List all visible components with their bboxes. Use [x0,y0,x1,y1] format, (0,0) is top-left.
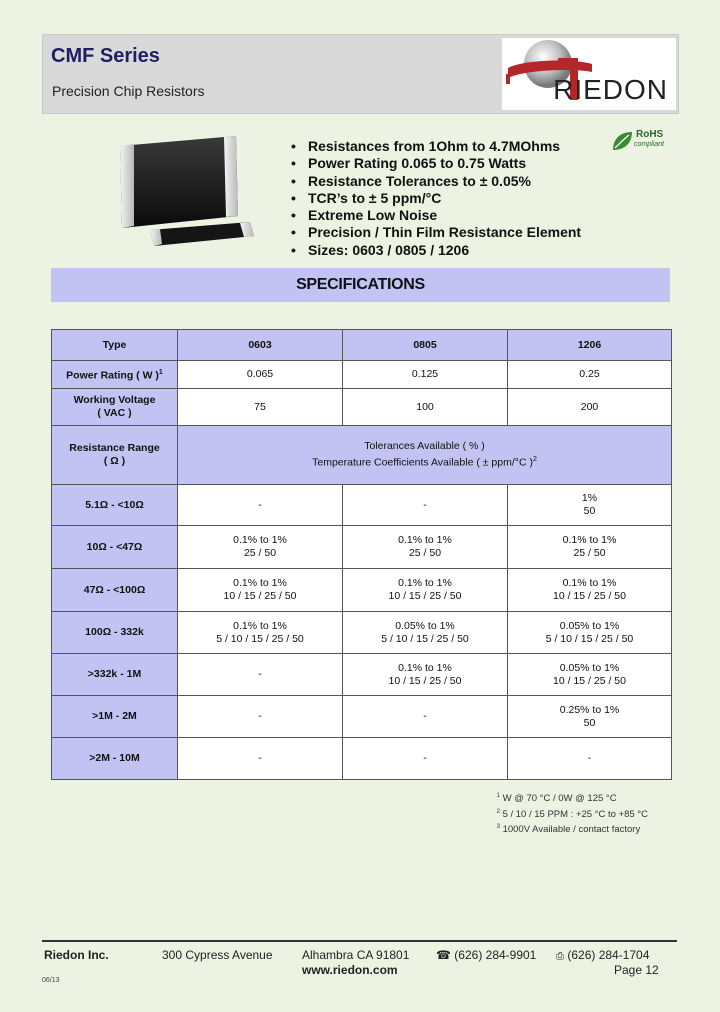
chip-resistor-image [116,132,258,250]
table-cell: 0.065 [178,361,343,389]
footer-divider [42,940,677,942]
table-row [52,654,672,696]
table-cell: 0.1% to 1% 5 / 10 / 15 / 25 / 50 [178,612,343,654]
range-label: >332k - 1M [52,654,178,696]
table-row [52,696,672,738]
rohs-label: RoHS [636,129,664,140]
specifications-table [51,329,672,780]
feature-item: • Precision / Thin Film Resistance Element [291,224,582,241]
table-cell: 0.05% to 1% 10 / 15 / 25 / 50 [508,654,672,696]
logo-wordmark: RIEDON [553,74,668,105]
rohs-sub: compliant [634,141,664,148]
rohs-badge [610,128,672,154]
feature-item: • Extreme Low Noise [291,207,438,224]
page-title: CMF Series [51,45,160,67]
table-cell: - [178,696,343,738]
feature-item: • Power Rating 0.065 to 0.75 Watts [291,155,527,172]
table-cell: 0.1% to 1% 10 / 15 / 25 / 50 [178,569,343,612]
table-cell: 1% 50 [508,485,672,526]
leaf-icon [610,129,634,153]
header-banner [42,34,679,114]
table-row [52,330,672,361]
specifications-heading: SPECIFICATIONS [51,268,670,302]
table-cell: 0.1% to 1% 10 / 15 / 25 / 50 [343,569,508,612]
fax-icon: ⎙ [556,951,564,962]
range-label: >2M - 10M [52,738,178,780]
table-row [52,569,672,612]
table-cell: 0.25 [508,361,672,389]
table-row [52,738,672,780]
feature-item: • Sizes: 0603 / 0805 / 1206 [291,241,470,258]
power-rating-label: Power Rating ( W )$^1$ [52,361,178,389]
footnotes [497,790,648,837]
table-cell: - [343,738,508,780]
working-voltage-label: Working Voltage ( VAC ) [52,389,178,426]
footer-address: 300 Cypress Avenue [162,948,273,962]
table-row [52,361,672,389]
table-cell: - [508,738,672,780]
table-cell: 0.1% to 1% 25 / 50 [508,526,672,569]
footer-company: Riedon Inc. [44,948,109,962]
range-label: 5.1Ω - <10Ω [52,485,178,526]
feature-list [291,138,581,259]
size-header: 0805 [343,330,508,361]
footer-website[interactable]: www.riedon.com [302,963,398,977]
feature-item: • Resistance Tolerances to ± 0.05% [291,172,531,189]
page-subtitle: Precision Chip Resistors [52,83,205,99]
table-cell: 200 [508,389,672,426]
table-cell: 0.1% to 1% 25 / 50 [343,526,508,569]
table-cell: 0.1% to 1% 25 / 50 [178,526,343,569]
footer-phone: ☎ (626) 284-9901 [436,948,537,962]
doc-code: 06/13 [42,977,60,984]
table-cell: 0.05% to 1% 5 / 10 / 15 / 25 / 50 [508,612,672,654]
table-cell: 0.05% to 1% 5 / 10 / 15 / 25 / 50 [343,612,508,654]
footer-page: Page 12 [614,963,659,977]
footer-city: Alhambra CA 91801 [302,948,410,962]
resistance-range-label: Resistance Range ( Ω ) [52,426,178,485]
feature-item: • TCR’s to ± 5 ppm/°C [291,189,442,206]
range-label: 10Ω - <47Ω [52,526,178,569]
footnote: $^3$ 1000V Available / contact factory [496,824,641,836]
table-cell: - [343,485,508,526]
range-label: 100Ω - 332k [52,612,178,654]
size-header: 0603 [178,330,343,361]
table-cell: - [178,738,343,780]
table-cell: 0.25% to 1% 50 [508,696,672,738]
table-cell: - [178,654,343,696]
range-label: >1M - 2M [52,696,178,738]
table-row [52,485,672,526]
table-row [52,426,672,485]
table-row [52,612,672,654]
table-cell: 0.125 [343,361,508,389]
table-cell: 0.1% to 1% 10 / 15 / 25 / 50 [508,569,672,612]
table-row [52,389,672,426]
footnote: $^2$ 5 / 10 / 15 PPM : +25 °C to +85 °C [496,808,648,820]
table-row [52,526,672,569]
table-cell: 0.1% to 1% 10 / 15 / 25 / 50 [343,654,508,696]
footer-fax: ⎙ (626) 284-1704 [556,948,650,962]
size-header: 1206 [508,330,672,361]
tolerance-tcr-header: Tolerances Available ( % ) Temperature Coefficients Available ( ± ppm/°C )$^2$ [178,426,672,485]
table-cell: - [343,696,508,738]
type-header: Type [52,330,178,361]
phone-icon: ☎ [436,948,451,962]
table-cell: 75 [178,389,343,426]
range-label: 47Ω - <100Ω [52,569,178,612]
footnote: $^1$ W @ 70 °C / 0W @ 125 °C [496,793,617,805]
feature-item: • Resistances from 1Ohm to 4.7MOhms [291,138,561,154]
riedon-logo [502,38,676,110]
table-cell: 100 [343,389,508,426]
table-cell: - [178,485,343,526]
